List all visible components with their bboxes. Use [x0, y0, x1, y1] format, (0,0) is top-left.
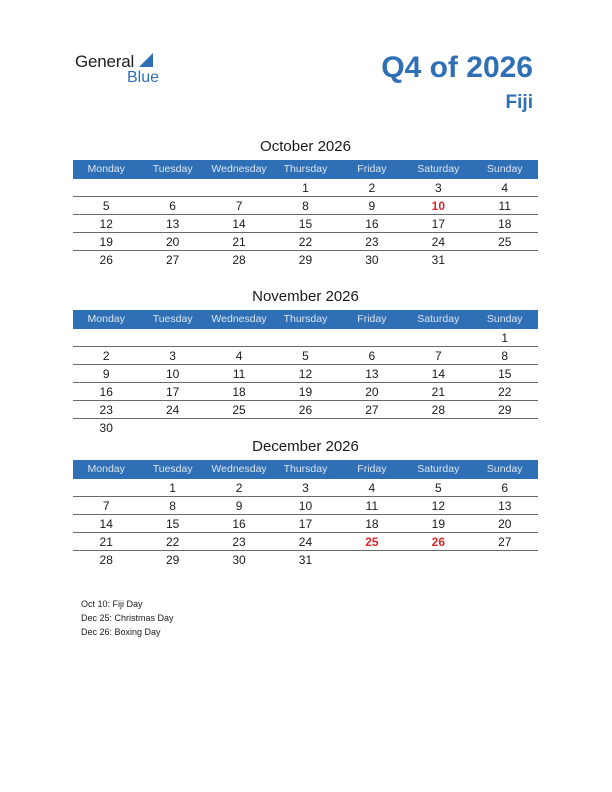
day-cell: 22 — [165, 535, 180, 549]
holiday-note: Dec 25: Christmas Day — [81, 613, 174, 623]
day-cell — [139, 419, 205, 436]
day-cell: 1 — [169, 481, 176, 495]
day-cell: 14 — [431, 367, 445, 381]
day-cell — [206, 179, 272, 196]
weekday-label: Friday — [357, 163, 387, 175]
day-cell: 26 — [298, 403, 313, 417]
weekday-label: Tuesday — [152, 163, 193, 175]
day-cell: 19 — [431, 517, 445, 531]
day-cell — [73, 329, 139, 346]
day-cell — [206, 329, 272, 346]
day-cell: 8 — [501, 349, 509, 363]
month-title: December 2026 — [252, 438, 359, 455]
day-cell: 2 — [368, 181, 376, 195]
day-cell: 30 — [232, 553, 246, 567]
weekday-label: Wednesday — [211, 163, 267, 175]
day-cell: 2 — [102, 349, 110, 363]
day-cell: 21 — [431, 385, 445, 399]
day-cell: 9 — [235, 499, 243, 513]
day-cell: 21 — [99, 535, 113, 549]
day-cell — [206, 419, 272, 436]
day-cell: 27 — [165, 253, 180, 267]
week-row — [73, 215, 538, 233]
day-cell — [339, 329, 405, 346]
day-cell: 7 — [235, 199, 243, 213]
day-cell: 30 — [365, 253, 379, 267]
day-cell: 9 — [102, 367, 110, 381]
month-title: October 2026 — [260, 138, 351, 155]
day-cell: 20 — [165, 235, 180, 249]
day-cell: 9 — [368, 199, 376, 213]
weekday-label: Monday — [87, 313, 125, 325]
day-cell: 5 — [102, 199, 110, 213]
week-row — [73, 401, 538, 419]
month-title: November 2026 — [252, 288, 359, 305]
day-cell: 4 — [501, 181, 509, 195]
weekday-label: Monday — [87, 463, 125, 475]
day-cell: 27 — [365, 403, 379, 417]
weekday-label: Saturday — [417, 163, 460, 175]
day-cell: 5 — [434, 481, 442, 495]
weekday-label: Wednesday — [211, 463, 267, 475]
day-cell: 23 — [365, 235, 379, 249]
day-cell: 20 — [498, 517, 512, 531]
weekday-label: Sunday — [486, 313, 523, 325]
logo-text-general: General — [75, 52, 135, 71]
day-cell — [472, 419, 538, 436]
day-cell: 28 — [99, 553, 113, 567]
day-cell: 17 — [431, 217, 445, 231]
month-december — [73, 437, 538, 568]
day-cell: 29 — [165, 553, 180, 567]
day-cell: 6 — [368, 349, 376, 363]
day-cell — [73, 479, 139, 496]
week-row — [73, 551, 538, 568]
holiday-day-cell: 26 — [431, 535, 445, 549]
day-cell: 17 — [165, 385, 180, 399]
day-cell: 10 — [298, 499, 313, 513]
day-cell: 26 — [99, 253, 113, 267]
week-row — [73, 383, 538, 401]
generalblue-logo — [75, 52, 175, 88]
holiday-note: Oct 10: Fiji Day — [81, 599, 143, 609]
day-cell: 11 — [232, 367, 246, 381]
day-cell: 8 — [169, 499, 176, 513]
day-cell: 13 — [165, 217, 180, 231]
day-cell: 12 — [298, 367, 313, 381]
day-cell: 5 — [302, 349, 309, 363]
day-cell: 18 — [498, 217, 512, 231]
day-cell: 4 — [368, 481, 376, 495]
day-cell: 19 — [298, 385, 313, 399]
country-name: Fiji — [505, 92, 533, 113]
week-row — [73, 533, 538, 551]
week-row — [73, 515, 538, 533]
day-cell: 3 — [169, 349, 176, 363]
week-row — [73, 233, 538, 251]
weekday-label: Thursday — [283, 163, 328, 175]
weekday-label: Tuesday — [152, 463, 193, 475]
week-row — [73, 179, 538, 197]
day-cell: 19 — [99, 235, 113, 249]
day-cell: 2 — [235, 481, 243, 495]
day-cell: 8 — [302, 199, 309, 213]
day-cell: 25 — [232, 403, 246, 417]
day-cell: 16 — [365, 217, 379, 231]
day-cell: 14 — [232, 217, 246, 231]
day-cell: 6 — [501, 481, 509, 495]
day-cell: 15 — [165, 517, 180, 531]
day-cell: 10 — [165, 367, 180, 381]
day-cell: 27 — [498, 535, 512, 549]
day-cell: 28 — [431, 403, 445, 417]
day-cell: 1 — [501, 331, 509, 345]
day-cell: 15 — [498, 367, 512, 381]
week-row — [73, 329, 538, 347]
weekday-label: Friday — [357, 313, 387, 325]
week-row — [73, 347, 538, 365]
day-cell: 23 — [232, 535, 246, 549]
day-cell: 6 — [169, 199, 176, 213]
weekday-label: Thursday — [283, 463, 328, 475]
week-row — [73, 419, 538, 436]
holiday-note: Dec 26: Boxing Day — [81, 627, 161, 637]
day-cell: 18 — [365, 517, 379, 531]
day-cell: 7 — [102, 499, 110, 513]
weekday-label: Friday — [357, 463, 387, 475]
day-cell: 24 — [165, 403, 180, 417]
weekday-label: Thursday — [283, 313, 328, 325]
weekday-header — [73, 160, 538, 179]
day-cell — [405, 329, 471, 346]
day-cell: 3 — [434, 181, 442, 195]
day-cell — [339, 419, 405, 436]
day-cell — [139, 329, 205, 346]
day-cell — [405, 419, 471, 436]
day-cell: 1 — [302, 181, 309, 195]
quarter-title: Q4 of 2026 — [381, 51, 533, 84]
day-cell: 12 — [99, 217, 113, 231]
day-cell: 3 — [302, 481, 309, 495]
day-cell — [272, 329, 338, 346]
day-cell: 23 — [99, 403, 113, 417]
day-cell — [405, 551, 471, 568]
week-row — [73, 251, 538, 268]
day-cell: 13 — [365, 367, 379, 381]
day-cell: 31 — [298, 553, 313, 567]
holiday-day-cell: 10 — [431, 199, 445, 213]
day-cell: 16 — [99, 385, 113, 399]
logo-text-blue: Blue — [127, 69, 160, 86]
day-cell: 30 — [99, 421, 113, 435]
day-cell — [139, 179, 205, 196]
week-row — [73, 479, 538, 497]
day-cell: 20 — [365, 385, 379, 399]
week-row — [73, 497, 538, 515]
weekday-label: Sunday — [486, 163, 523, 175]
day-cell: 25 — [498, 235, 512, 249]
day-cell: 11 — [498, 199, 511, 213]
holiday-notes — [81, 597, 174, 639]
month-october — [73, 137, 538, 268]
day-cell: 17 — [298, 517, 313, 531]
weekday-label: Saturday — [417, 313, 460, 325]
day-cell — [339, 551, 405, 568]
weekday-label: Tuesday — [152, 313, 193, 325]
day-cell: 29 — [298, 253, 313, 267]
day-cell: 7 — [434, 349, 442, 363]
day-cell: 22 — [498, 385, 512, 399]
day-cell: 31 — [431, 253, 445, 267]
day-cell: 24 — [431, 235, 445, 249]
day-cell: 28 — [232, 253, 246, 267]
day-cell: 11 — [365, 499, 379, 513]
day-cell — [272, 419, 338, 436]
holiday-day-cell: 25 — [365, 535, 379, 549]
day-cell: 29 — [498, 403, 512, 417]
weekday-label: Sunday — [486, 463, 523, 475]
week-row — [73, 197, 538, 215]
day-cell — [472, 251, 538, 268]
day-cell — [472, 551, 538, 568]
month-november — [73, 287, 538, 436]
day-cell: 22 — [298, 235, 313, 249]
day-cell: 18 — [232, 385, 246, 399]
day-cell — [73, 179, 139, 196]
weekday-header — [73, 460, 538, 479]
week-row — [73, 365, 538, 383]
day-cell: 14 — [99, 517, 113, 531]
day-cell: 16 — [232, 517, 246, 531]
day-cell: 12 — [431, 499, 445, 513]
weekday-label: Monday — [87, 163, 125, 175]
logo-triangle-icon — [139, 53, 153, 67]
weekday-label: Wednesday — [211, 313, 267, 325]
weekday-header — [73, 310, 538, 329]
day-cell: 13 — [498, 499, 512, 513]
weekday-label: Saturday — [417, 463, 460, 475]
day-cell: 24 — [298, 535, 313, 549]
day-cell: 21 — [232, 235, 246, 249]
day-cell: 15 — [298, 217, 313, 231]
day-cell: 4 — [235, 349, 243, 363]
